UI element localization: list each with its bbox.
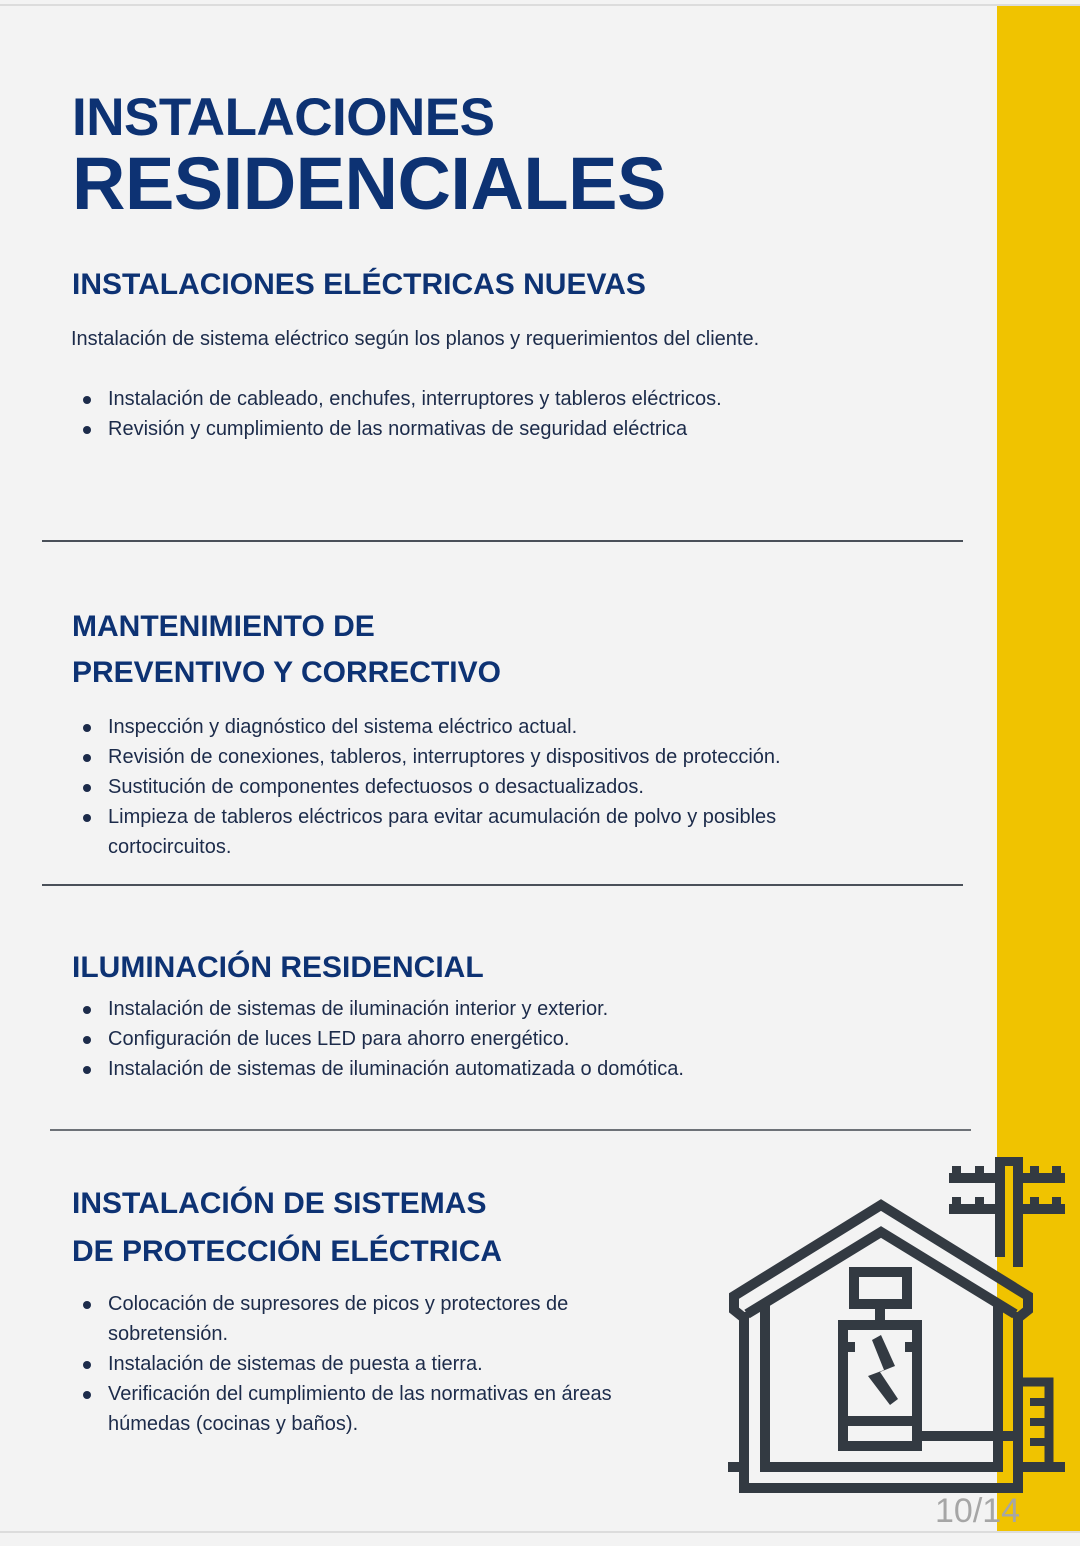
list-item: Inspección y diagnóstico del sistema eléctrico actual. bbox=[72, 712, 872, 742]
section-heading-protection-line-1: INSTALACIÓN DE SISTEMAS bbox=[72, 1187, 487, 1220]
section-intro: Instalación de sistema eléctrico según los planos y requerimientos del cliente. bbox=[71, 328, 760, 350]
list-item: Verificación del cumplimiento de las normativas en áreas húmedas (cocinas y baños). bbox=[72, 1379, 672, 1439]
list-item: Sustitución de componentes defectuosos o desactualizados. bbox=[72, 772, 872, 802]
section-heading-maintenance-line-2: PREVENTIVO Y CORRECTIVO bbox=[72, 656, 501, 689]
section-heading-protection-line-2: DE PROTECCIÓN ELÉCTRICA bbox=[72, 1235, 503, 1268]
section-heading-new-installations: INSTALACIONES ELÉCTRICAS NUEVAS bbox=[72, 268, 646, 301]
section-heading-lighting: ILUMINACIÓN RESIDENCIAL bbox=[72, 951, 484, 984]
list-item: Instalación de sistemas de iluminación interior y exterior. bbox=[72, 994, 684, 1024]
house-electrical-panel-icon bbox=[720, 1150, 1080, 1510]
page-bottom-margin bbox=[0, 1533, 1080, 1546]
list-item: Instalación de sistemas de puesta a tierra. bbox=[72, 1349, 672, 1379]
page-top-border bbox=[0, 4, 1080, 6]
page-indicator: 10/14 bbox=[935, 1492, 1021, 1530]
section-divider bbox=[42, 540, 963, 542]
bullet-list-new-installations bbox=[72, 384, 722, 444]
list-item: Limpieza de tableros eléctricos para evitar acumulación de polvo y posibles cortocircuitos. bbox=[72, 802, 872, 862]
list-item: Colocación de supresores de picos y protectores de sobretensión. bbox=[72, 1289, 672, 1349]
bullet-list-protection bbox=[72, 1289, 672, 1439]
section-heading-maintenance-line-1: MANTENIMIENTO DE bbox=[72, 610, 375, 643]
section-divider bbox=[50, 1129, 971, 1131]
bullet-list-lighting bbox=[72, 994, 684, 1084]
page-title-line-1: INSTALACIONES bbox=[72, 88, 495, 147]
page-title-line-2: RESIDENCIALES bbox=[72, 142, 666, 225]
list-item: Revisión y cumplimiento de las normativas de seguridad eléctrica bbox=[72, 414, 722, 444]
list-item: Configuración de luces LED para ahorro energético. bbox=[72, 1024, 684, 1054]
bullet-list-maintenance bbox=[72, 712, 872, 862]
section-divider bbox=[42, 884, 963, 886]
list-item: Instalación de cableado, enchufes, interruptores y tableros eléctricos. bbox=[72, 384, 722, 414]
list-item: Instalación de sistemas de iluminación automatizada o domótica. bbox=[72, 1054, 684, 1084]
list-item: Revisión de conexiones, tableros, interruptores y dispositivos de protección. bbox=[72, 742, 872, 772]
